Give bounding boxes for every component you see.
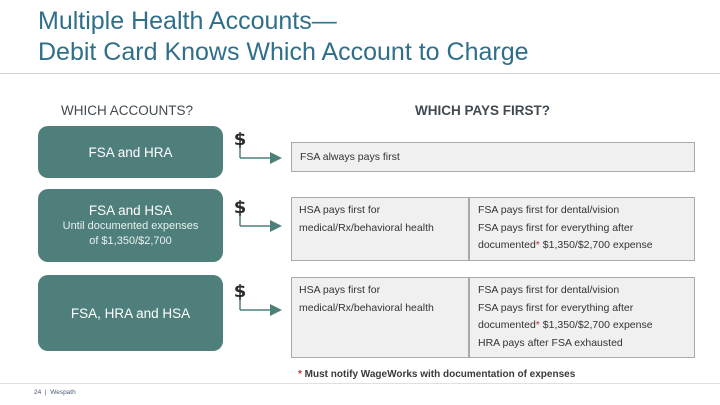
account-sub-label-1: Until documented expenses <box>62 220 199 232</box>
svg-text:$: $ <box>233 200 247 218</box>
title-line-2: Debit Card Knows Which Account to Charge <box>38 38 529 66</box>
footnote <box>298 369 575 380</box>
cell-text-1: HSA pays first for <box>299 204 381 216</box>
footer-brand: Wespath <box>50 389 76 396</box>
cell-text-1: FSA pays first for dental/vision <box>478 204 620 216</box>
cell-text: FSA always pays first <box>300 151 400 163</box>
footnote-star: * <box>298 369 302 380</box>
cell-text-4: HRA pays after FSA exhausted <box>478 336 623 349</box>
svg-text:$: $ <box>233 132 247 150</box>
cell-text-3: documented* $1,350/$2,700 expense <box>478 239 653 251</box>
dollar-arrow-icon <box>222 132 292 166</box>
cell-text-2: FSA pays first for everything after <box>478 301 634 314</box>
pays-first-cell-row3-a <box>291 277 469 358</box>
arrow-row-3 <box>222 284 292 318</box>
cell-text-3: documented* $1,350/$2,700 expense <box>478 319 653 331</box>
footnote-star: * <box>535 319 540 331</box>
page-number: 24 <box>34 389 42 396</box>
slide-footer <box>34 389 76 396</box>
account-pill-fsa-hra <box>38 126 223 178</box>
dollar-arrow-icon <box>222 200 292 234</box>
cell-text-2: FSA pays first for everything after <box>478 221 634 234</box>
account-sub-label-2: of $1,350/$2,700 <box>89 235 172 247</box>
svg-text:$: $ <box>233 284 247 302</box>
title-line-1: Multiple Health Accounts— <box>38 7 337 35</box>
arrow-row-1 <box>222 132 292 166</box>
footer-divider <box>0 383 720 384</box>
account-label: FSA, HRA and HSA <box>70 305 191 321</box>
footnote-text: Must notify WageWorks with documentation of expenses <box>301 369 576 380</box>
account-pill-fsa-hra-hsa <box>38 275 223 351</box>
cell-text-2: medical/Rx/behavioral health <box>299 221 434 234</box>
cell-text-2: medical/Rx/behavioral health <box>299 301 434 314</box>
cell-text-1: HSA pays first for <box>299 284 381 296</box>
footer-separator: | <box>44 389 47 396</box>
cell-text-1: FSA pays first for dental/vision <box>478 284 620 296</box>
account-pill-fsa-hsa <box>38 189 223 262</box>
arrow-row-2 <box>222 200 292 234</box>
account-label: FSA and HSA <box>88 203 173 218</box>
slide-title <box>38 6 529 68</box>
which-pays-first-heading: WHICH PAYS FIRST? <box>415 103 551 118</box>
dollar-arrow-icon <box>222 284 292 318</box>
pays-first-cell-row2-a <box>291 197 469 261</box>
pays-first-cell-row2-b <box>469 197 695 261</box>
footnote-star: * <box>535 239 540 251</box>
pays-first-cell-row3-b <box>469 277 695 358</box>
header-divider <box>0 73 720 74</box>
pays-first-cell-row1 <box>291 142 695 172</box>
account-label: FSA and HRA <box>88 144 173 160</box>
which-accounts-heading: WHICH ACCOUNTS? <box>61 103 194 118</box>
